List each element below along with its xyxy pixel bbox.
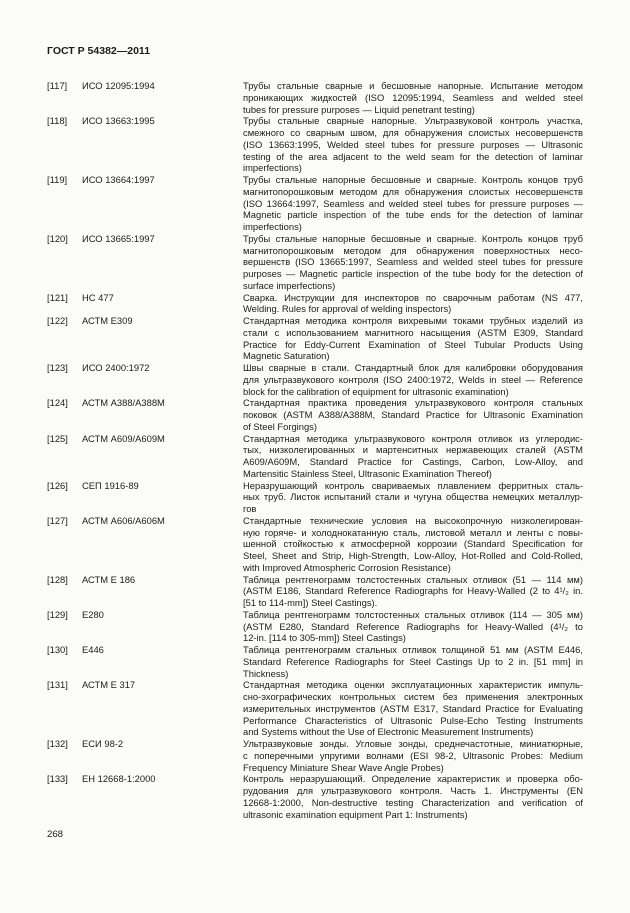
reference-description [243, 480, 583, 515]
page-header-standard-title: ГОСТ Р 54382—2011 [47, 45, 151, 57]
reference-description [243, 292, 583, 316]
reference-entry [47, 515, 583, 574]
description-line: Steel, Sheet and Strip, High-Strength, Low-Alloy, Hot-Rolled and Cold-Rolled, [243, 550, 583, 561]
description-line: сно-эхографических контрольных систем без применения электронных [243, 691, 583, 702]
reference-code: АСТМ Е309 [82, 315, 133, 326]
reference-code: ИСО 13665:1997 [82, 232, 155, 244]
reference-number: [120] [47, 232, 68, 244]
reference-code: ИСО 13663:1995 [82, 115, 155, 127]
reference-description [243, 738, 583, 773]
reference-number: [127] [47, 514, 68, 526]
reference-description [243, 515, 583, 574]
reference-number: [119] [47, 174, 68, 185]
reference-number: [130] [47, 644, 68, 655]
description-line: измерительных инструментов (ASTM E317, Standard Practice for Evaluating [243, 702, 583, 714]
description-line: тых, низколегированных и мартенситных нержавеющих сталей (ASTM [243, 444, 583, 456]
description-line: Magnetic Saturation) [243, 350, 330, 362]
description-line: Трубы стальные напорные бесшовные и сварные. Контроль концов труб [243, 232, 583, 244]
reference-description [243, 362, 583, 397]
description-line: testing of the area adjacent to the weld seam for the detection of laminar [243, 150, 583, 162]
description-line: Martensitic Stainless Steel, Ultrasonic Examination Thereof) [243, 467, 492, 479]
description-line: Трубы стальные напорные бесшовные и сварные. Контроль концов труб [243, 174, 583, 185]
description-line: A609/A609M, Standard Practice for Castings, Carbon, Low-Alloy, and [243, 456, 583, 467]
reference-number: [132] [47, 738, 68, 749]
bibliography-list [47, 80, 583, 820]
description-line: [51 to 114-mm]) Steel Castings). [243, 597, 378, 608]
description-line: Таблица рентгенограмм толстостенных стальных отливок (114 — 305 мм) [243, 608, 583, 620]
description-line: вершенств (ISO 13665:1997, Seamless and welded steel tubes for pressure [243, 256, 583, 268]
reference-entry [47, 80, 583, 115]
reference-code: ИСО 13664:1997 [82, 174, 155, 185]
page-number: 268 [47, 829, 64, 840]
description-line: с поперечными упругими волнами (ESI 98-2, Ultrasonic Probes: Medium [243, 749, 583, 761]
description-line: (ASTM E280, Standard Reference Radiographs for Heavy-Walled (4¹/₂ to [243, 620, 583, 632]
description-line: ultrasonic examination equipment Part 1: Instruments) [243, 808, 468, 820]
reference-code: СЕП 1916-89 [82, 479, 139, 491]
description-line: and Systems without the Use of Electronic Measurement Instruments) [243, 726, 534, 738]
reference-description [243, 433, 583, 480]
reference-number: [126] [47, 479, 68, 491]
reference-entry [47, 679, 583, 738]
reference-entry [47, 644, 583, 679]
description-line: ных труб. Листок испытаний стали и чугуна общества немецких металлур- [243, 491, 583, 503]
description-line: Magnetic particle inspection of the tube ends for the detection of laminar [243, 209, 583, 221]
description-line: (ASTM E186, Standard Reference Radiographs for Heavy-Walled (2 to 4¹/₂ in. [243, 585, 583, 597]
reference-description [243, 679, 583, 738]
description-line: Трубы стальные сварные и бесшовные напорные. Испытание методом [243, 80, 583, 91]
description-line: поковок (ASTM A388/A388M, Standard Practice for Ultrasonic Examination [243, 409, 583, 420]
reference-code: Е280 [82, 608, 104, 620]
description-line: Стандартная методика ультразвукового контроля отливок из углеродис- [243, 432, 583, 444]
reference-description [243, 574, 583, 609]
reference-number: [128] [47, 573, 68, 585]
reference-code: ИСО 12095:1994 [82, 80, 155, 91]
reference-number: [123] [47, 362, 68, 373]
description-line: 12-in. [114 to 305-mm]) Steel Castings) [243, 632, 406, 644]
reference-entry [47, 433, 583, 480]
reference-number: [121] [47, 291, 68, 303]
reference-number: [129] [47, 608, 68, 620]
description-line: Трубы стальные сварные напорные. Ультразвуковой контроль участка, [243, 115, 583, 127]
reference-code: ИСО 2400:1972 [82, 362, 150, 373]
reference-entry [47, 174, 583, 233]
description-line: with Improved Atmospheric Corrosion Resistance) [243, 561, 451, 573]
description-line: Practice for Eddy-Current Examination of Steel Tubular Products Using [243, 338, 583, 350]
description-line: Ультразвуковые зонды. Угловые зонды, среднечастотные, миниатюрные, [243, 738, 583, 749]
reference-number: [122] [47, 315, 68, 326]
reference-code: Е446 [82, 644, 104, 655]
reference-code: АСТМ А609/А609М [82, 432, 165, 444]
description-line: стали с использованием магнитного насыщения (ASTM E309, Standard [243, 326, 583, 338]
description-line: imperfections) [243, 221, 302, 232]
reference-code: АСТМ Е 317 [82, 679, 136, 691]
description-line: магнитопорошковым методом для обнаружения поверхностных несо- [243, 244, 583, 256]
description-line: Стандартная методика контроля вихревыми токами трубных изделий из [243, 315, 583, 326]
reference-description [243, 773, 583, 820]
reference-entry [47, 115, 583, 174]
reference-code: АСТМ А606/А606М [82, 514, 165, 526]
reference-code: НС 477 [82, 291, 114, 303]
description-line: of Steel Forgings) [243, 420, 317, 432]
reference-description [243, 233, 583, 292]
description-line: Стандартная практика проведения ультразвукового контроля стальных [243, 397, 583, 409]
description-line: проникающих жидкостей (ISO 12095:1994, Seamless and welded steel [243, 91, 583, 103]
reference-entry [47, 362, 583, 397]
reference-description [243, 80, 583, 115]
reference-number: [117] [47, 80, 68, 91]
reference-number: [118] [47, 115, 68, 127]
reference-entry [47, 480, 583, 515]
description-line: Performance Characteristics of Ultrasonic Pulse-Echo Testing Instruments [243, 714, 583, 726]
description-line: tubes for pressure purposes — Liquid penetrant testing) [243, 103, 475, 115]
reference-entry [47, 609, 583, 644]
description-line: block for the calibration of equipment for ultrasonic examination) [243, 385, 509, 397]
reference-description [243, 609, 583, 644]
reference-entry [47, 773, 583, 820]
reference-entry [47, 397, 583, 432]
description-line: Welding. Rules for approval of welding inspectors) [243, 303, 452, 315]
description-line: Thickness) [243, 667, 289, 679]
description-line: surface imperfections) [243, 279, 336, 291]
description-line: для ультразвукового контроля (ISO 2400:1972, Welds in steel — Reference [243, 373, 583, 385]
description-line: Неразрушающий контроль свариваемых плавлением ферритных сталь- [243, 479, 583, 491]
reference-number: [125] [47, 432, 68, 444]
reference-number: [124] [47, 397, 68, 409]
reference-description [243, 174, 583, 233]
reference-description [243, 397, 583, 432]
description-line: Сварка. Инструкции для инспекторов по сварочным работам (NS 477, [243, 291, 583, 303]
description-line: Таблица рентгенограмм стальных отливок толщиной 51 мм (ASTM E446, [243, 644, 583, 655]
reference-entry [47, 315, 583, 362]
description-line: Контроль неразрушающий. Определение характеристик и проверка обо- [243, 773, 583, 785]
reference-code: АСТМ Е 186 [82, 573, 136, 585]
reference-entry [47, 292, 583, 316]
description-line: шенной стойкостью к атмосферной коррозии (Standard Specification for [243, 538, 583, 550]
description-line: рудования для ультразвукового контроля. Часть 1. Инструменты (EN [243, 785, 583, 796]
description-line: Швы сварные в стали. Стандартный блок для калибровки оборудования [243, 362, 583, 373]
description-line: магнитопорошковым методом для обнаружения слоистых несовершенств [243, 185, 583, 197]
reference-entry [47, 738, 583, 773]
reference-code: ЕСИ 98-2 [82, 738, 124, 749]
description-line: imperfections) [243, 162, 302, 174]
reference-number: [133] [47, 773, 68, 785]
description-line: смежного со сварным швом, для обнаружения слоистых несовершенств [243, 127, 583, 138]
reference-entry [47, 574, 583, 609]
reference-code: АСТМ А388/А388М [82, 397, 165, 409]
description-line: (ISO 13664:1997, Seamless and welded steel tubes for pressure purposes — [243, 197, 583, 209]
reference-entry [47, 233, 583, 292]
description-line: Стандартная методика оценки эксплуатационных характеристик импуль- [243, 679, 583, 691]
description-line: Standard Reference Radiographs for Steel Castings Up to 2 in. [51 mm] in [243, 655, 583, 667]
description-line: Таблица рентгенограмм толстостенных стальных отливок (51 — 114 мм) [243, 573, 583, 585]
description-line: 12668-1:2000, Non-destructive testing Characterization and verification of [243, 796, 583, 808]
description-line: гов [243, 503, 257, 514]
description-line: purposes — Magnetic particle inspection of the tube body for the detection of [243, 268, 583, 279]
reference-description [243, 644, 583, 679]
reference-number: [131] [47, 679, 68, 691]
description-line: Frequency Miniature Shear Wave Angle Probes) [243, 761, 444, 773]
reference-description [243, 315, 583, 362]
description-line: ную горяче- и холоднокатанную сталь, листовой металл и ленты с повы- [243, 526, 583, 538]
reference-code: ЕН 12668-1:2000 [82, 773, 156, 785]
reference-description [243, 115, 583, 174]
description-line: Стандартные технические условия на высокопрочную низколегирован- [243, 514, 583, 526]
description-line: (ISO 13663:1995, Welded steel tubes for pressure purposes — Ultrasonic [243, 138, 583, 150]
